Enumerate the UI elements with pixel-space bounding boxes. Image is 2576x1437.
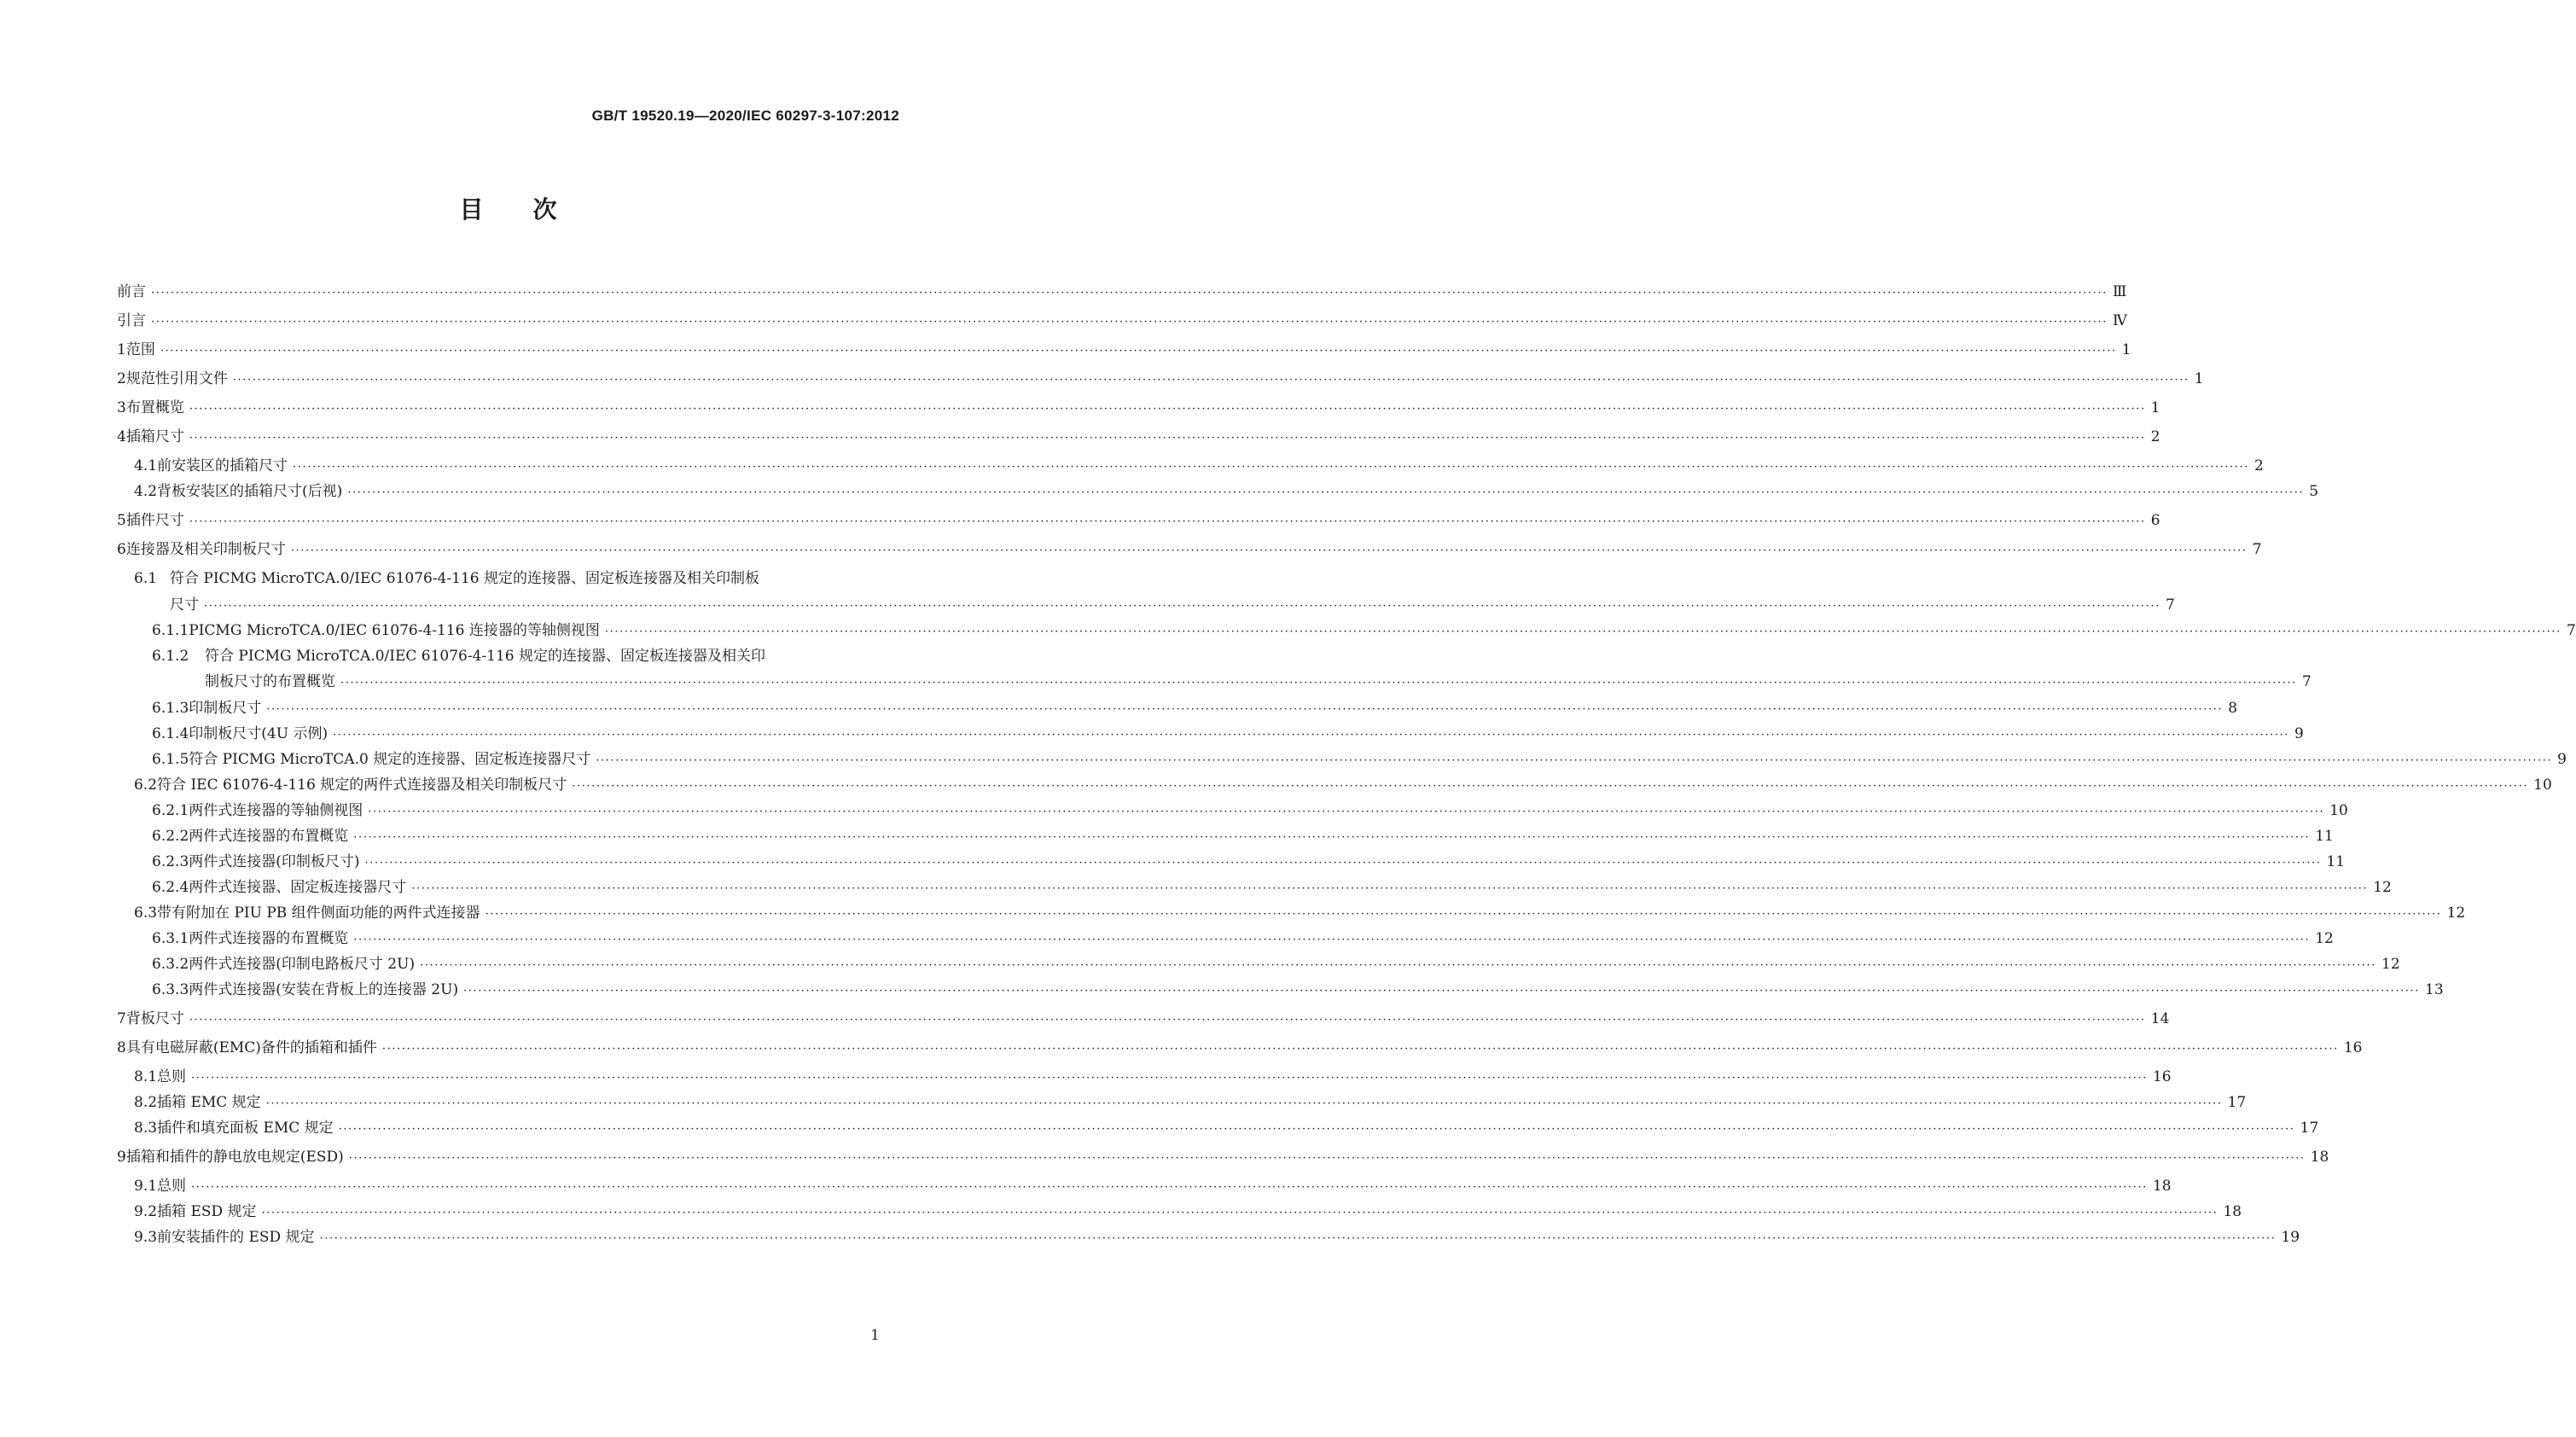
toc-leader-dots: ················································································································································································································································································································································································································	[368, 806, 2325, 818]
toc-entry-page: 2	[2150, 428, 2160, 445]
toc-entry-number: 6.3	[134, 905, 158, 922]
toc-entry-page: 7	[2566, 622, 2576, 639]
toc-entry[interactable]	[0, 1092, 2247, 1113]
toc-entry[interactable]	[0, 1201, 2242, 1222]
toc-entry-page: 12	[2373, 879, 2392, 896]
toc-entry-page: 18	[2223, 1203, 2242, 1220]
toc-entry-number: 8	[117, 1039, 126, 1056]
toc-entry-page: 17	[2227, 1094, 2247, 1111]
toc-entry-page: 5	[2309, 483, 2319, 500]
toc-entry-number: 9.2	[134, 1203, 158, 1220]
toc-leader-dots: ················································································································································································································································································································································································································	[189, 403, 2146, 416]
toc-entry-page: Ⅳ	[2112, 312, 2127, 329]
toc-leader-dots: ················································································································································································································································································································································································································	[333, 729, 2290, 742]
toc-entry-number: 6.2	[134, 777, 158, 794]
toc-leader-dots: ················································································································································································································································································································································································································	[411, 882, 2369, 895]
toc-entry[interactable]	[0, 775, 2552, 795]
toc-leader-dots: ················································································································································································································································································································································································································	[293, 461, 2249, 474]
toc-entry-number: 6.1.5	[152, 751, 189, 768]
toc-entry-number: 8.3	[134, 1120, 158, 1137]
toc-entry-page: 16	[2152, 1068, 2172, 1085]
toc-entry-number: 6.2.3	[152, 853, 189, 870]
toc-leader-dots: ················································································································································································································································································································································································································	[204, 600, 2160, 613]
toc-entry-title: 插箱 EMC 规定	[157, 1094, 261, 1111]
toc-entry-title: 引言	[117, 312, 146, 329]
toc-entry-number: 5	[117, 512, 126, 529]
toc-entry-title: 两件式连接器、固定板连接器尺寸	[189, 879, 407, 896]
toc-entry-number: 6.1.4	[152, 725, 189, 742]
toc-entry-title: 两件式连接器的等轴侧视图	[189, 802, 363, 819]
toc-entry-page: 8	[2228, 700, 2238, 717]
toc-entry-page: 19	[2281, 1229, 2300, 1246]
toc-entry[interactable]	[0, 954, 2400, 974]
toc-entry-page: 18	[2310, 1149, 2329, 1166]
toc-entry[interactable]	[0, 510, 2160, 531]
toc-entry-page: 12	[2446, 905, 2466, 922]
toc-entry-number: 6.3.3	[152, 981, 189, 998]
toc-entry-page: 12	[2381, 956, 2400, 973]
toc-entry[interactable]	[0, 928, 2334, 949]
toc-entry-page: 16	[2343, 1039, 2363, 1056]
toc-leader-dots: ················································································································································································································································································································································································································	[353, 831, 2311, 844]
toc-entry[interactable]	[0, 1038, 2363, 1058]
toc-entry-page: Ⅲ	[2112, 283, 2127, 300]
toc-entry[interactable]	[0, 427, 2160, 447]
toc-entry[interactable]	[0, 620, 2576, 641]
toc-leader-dots: ················································································································································································································································································································································································································	[189, 1014, 2146, 1027]
toc-leader-dots: ················································································································································································································································································································································································································	[266, 703, 2224, 716]
toc-entry-page: 18	[2152, 1178, 2172, 1195]
toc-leader-dots: ················································································································································································································································································································································································································	[572, 780, 2529, 793]
toc-entry-number: 6.3.2	[152, 956, 189, 973]
toc-entry-title: 总则	[157, 1068, 187, 1085]
toc-entry-number: 6.2.1	[152, 802, 189, 819]
toc-leader-dots: ················································································································································································································································································································································································································	[381, 1043, 2339, 1056]
toc-leader-dots: ················································································································································································································································································································································································································	[348, 1152, 2306, 1165]
toc-entry[interactable]	[0, 568, 1016, 589]
toc-entry-number: 4	[117, 428, 126, 445]
toc-leader-dots: ················································································································································································································································································································································································································	[151, 287, 2108, 300]
toc-entry-page: 12	[2315, 930, 2334, 947]
toc-leader-dots: ················································································································································································································································································································································································································	[338, 1123, 2295, 1136]
toc-leader-dots: ················································································································································································································································································································································································································	[160, 345, 2117, 358]
toc-entry-title: 符合 PICMG MicroTCA.0 规定的连接器、固定板连接器尺寸	[189, 751, 591, 768]
toc-entry-number: 6.2.4	[152, 879, 189, 896]
toc-entry-continuation[interactable]	[0, 672, 2311, 692]
toc-entry[interactable]	[0, 646, 1016, 666]
toc-leader-dots: ················································································································································································································································································································································································································	[340, 677, 2297, 689]
toc-entry[interactable]	[0, 539, 2262, 560]
toc-entry-number: 8.1	[134, 1068, 158, 1085]
toc-entry-continuation[interactable]	[0, 595, 2175, 615]
toc-entry-page: 11	[2315, 828, 2334, 845]
toc-leader-dots: ················································································································································································································································································································································································································	[232, 374, 2189, 387]
toc-entry[interactable]	[0, 369, 2204, 389]
toc-entry-number: 3	[117, 399, 126, 416]
toc-entry-title: 两件式连接器(印制电路板尺寸 2U)	[189, 956, 416, 973]
toc-entry-title: 背板安装区的插箱尺寸(后视)	[157, 483, 343, 500]
toc-entry-title: 具有电磁屏蔽(EMC)备件的插箱和插件	[125, 1039, 377, 1056]
toc-entry-number: 6.1	[134, 570, 158, 587]
toc-entry[interactable]	[0, 282, 2127, 302]
toc-entry[interactable]	[0, 826, 2334, 846]
toc-entry-page: 6	[2150, 512, 2160, 529]
toc-entry-page: 14	[2150, 1010, 2170, 1027]
toc-entry-page: 2	[2253, 457, 2264, 474]
toc-entry-number: 4.2	[134, 483, 158, 500]
toc-entry[interactable]	[0, 398, 2160, 418]
toc-entry-title: 前安装区的插箱尺寸	[157, 457, 288, 474]
toc-entry-page: 7	[2165, 596, 2175, 614]
toc-entry-title: 符合 IEC 61076-4-116 规定的两件式连接器及相关印制板尺寸	[157, 777, 567, 794]
toc-entry-page: 1	[2150, 399, 2160, 416]
toc-entry-page: 10	[2329, 802, 2348, 819]
toc-entry-page: 7	[2301, 673, 2311, 690]
toc-leader-dots: ················································································································································································································································································································································································································	[189, 432, 2146, 445]
toc-entry[interactable]	[0, 749, 2567, 770]
toc-entry-title: 背板尺寸	[125, 1010, 184, 1027]
toc-entry-number: 9	[117, 1149, 126, 1166]
toc-leader-dots: ················································································································································································································································································································································································································	[191, 1072, 2148, 1085]
toc-entry[interactable]	[0, 481, 2319, 502]
toc-entry[interactable]	[0, 903, 2466, 923]
toc-entry-title: 前安装插件的 ESD 规定	[157, 1229, 315, 1246]
toc-leader-dots: ················································································································································································································································································································································································································	[364, 857, 2322, 870]
title-part-1: 目	[459, 195, 484, 224]
toc-entry-number: 9.1	[134, 1178, 158, 1195]
toc-entry-number: 6.1.1	[152, 622, 189, 639]
toc-entry[interactable]	[0, 1147, 2329, 1167]
toc-entry[interactable]	[0, 800, 2348, 821]
toc-entry[interactable]	[0, 311, 2127, 331]
toc-entry-page: 11	[2326, 853, 2346, 870]
toc-entry-title: 两件式连接器的布置概览	[189, 930, 349, 947]
toc-entry[interactable]	[0, 877, 2392, 898]
toc-entry-title: 印制板尺寸(4U 示例)	[189, 725, 329, 742]
toc-leader-dots: ················································································································································································································································································································································································································	[353, 934, 2311, 946]
toc-entry[interactable]	[0, 1118, 2319, 1138]
toc-entry[interactable]	[0, 698, 2238, 718]
toc-entry[interactable]	[0, 852, 2346, 872]
toc-entry-title-cont: 制板尺寸的布置概览	[205, 673, 335, 690]
toc-leader-dots: ················································································································································································································································································································································································································	[596, 754, 2553, 767]
toc-entry-title: 两件式连接器的布置概览	[189, 828, 349, 845]
toc-leader-dots: ················································································································································································································································································································································································································	[261, 1207, 2218, 1219]
footer-page-number: 1	[870, 1327, 880, 1344]
toc-entry-number: 1	[117, 341, 126, 358]
toc-entry-number: 9.3	[134, 1229, 158, 1246]
toc-entry-title: 两件式连接器(安装在背板上的连接器 2U)	[189, 981, 459, 998]
toc-leader-dots: ················································································································································································································································································································································································································	[604, 625, 2561, 638]
toc-entry-title: 符合 PICMG MicroTCA.0/IEC 61076-4-116 规定的连接器、固定板连接器及相关印制板	[170, 570, 760, 587]
toc-leader-dots: ················································································································································································································································································································································································································	[151, 316, 2108, 329]
toc-entry[interactable]	[0, 1176, 2172, 1196]
toc-entry[interactable]	[0, 980, 2444, 1000]
toc-leader-dots: ················································································································································································································································································································································································································	[189, 515, 2146, 528]
toc-entry-page: 1	[2121, 341, 2131, 358]
toc-entry[interactable]	[0, 1227, 2300, 1248]
toc-entry-title: 印制板尺寸	[189, 700, 262, 717]
toc-entry-number: 6.1.3	[152, 700, 189, 717]
title-part-2: 次	[532, 195, 557, 224]
toc-entry-page: 9	[2557, 751, 2567, 768]
standard-code: GB/T 19520.19—2020/IEC 60297-3-107:2012	[591, 108, 899, 124]
toc-entry-page: 9	[2294, 725, 2304, 742]
toc-entry[interactable]	[0, 1067, 2172, 1087]
toc-entry-title: 前言	[117, 283, 146, 300]
toc-entry-number: 6	[117, 541, 126, 558]
toc-leader-dots: ················································································································································································································································································································································································································	[463, 985, 2421, 998]
toc-entry-number: 8.2	[134, 1094, 158, 1111]
toc-entry-number: 7	[117, 1010, 126, 1027]
toc-entry-number: 6.1.2	[152, 648, 189, 665]
toc-entry-title: 插件尺寸	[125, 512, 184, 529]
toc-entry-number: 4.1	[134, 457, 158, 474]
toc-entry-number: 2	[117, 370, 126, 387]
toc-entry-title: 总则	[157, 1178, 187, 1195]
toc-entry-title: 插箱尺寸	[125, 428, 184, 445]
toc-entry[interactable]	[0, 456, 2264, 476]
toc-entry[interactable]	[0, 1009, 2170, 1029]
toc-entry-title: 插箱 ESD 规定	[157, 1203, 257, 1220]
toc-entry-page: 17	[2300, 1120, 2319, 1137]
toc-entry[interactable]	[0, 724, 2304, 744]
toc-leader-dots: ················································································································································································································································································································································································································	[319, 1232, 2277, 1245]
toc-leader-dots: ················································································································································································································································································································································································································	[191, 1181, 2148, 1194]
toc-entry-title: 范围	[125, 341, 155, 358]
toc-entry-title: 两件式连接器(印制板尺寸)	[189, 853, 360, 870]
toc-leader-dots: ················································································································································································································································································································································································································	[265, 1097, 2223, 1110]
toc-entry-page: 10	[2533, 777, 2552, 794]
toc-leader-dots: ················································································································································································································································································································································································································	[290, 544, 2247, 557]
toc-leader-dots: ················································································································································································································································································································································································································	[347, 486, 2305, 499]
toc-entry-title-cont: 尺寸	[170, 596, 199, 614]
toc-entry-title: 规范性引用文件	[125, 370, 228, 387]
toc-leader-dots: ················································································································································································································································································································································································································	[485, 908, 2442, 921]
toc-entry-page: 1	[2194, 370, 2204, 387]
toc-entry-title: 插箱和插件的静电放电规定(ESD)	[125, 1149, 344, 1166]
toc-entry-title: 连接器及相关印制板尺寸	[125, 541, 286, 558]
toc-entry-title: 符合 PICMG MicroTCA.0/IEC 61076-4-116 规定的连接器、固定板连接器及相关印	[205, 648, 766, 665]
toc-entry[interactable]	[0, 340, 2131, 360]
toc-entry-page: 13	[2425, 981, 2444, 998]
toc-entry-number: 6.2.2	[152, 828, 189, 845]
toc-entry-number: 6.3.1	[152, 930, 189, 947]
toc-entry-title: 带有附加在 PIU PB 组件侧面功能的两件式连接器	[157, 905, 480, 922]
toc-entry-page: 7	[2252, 541, 2262, 558]
toc-entry-title: 布置概览	[125, 399, 184, 416]
toc-entry-title: PICMG MicroTCA.0/IEC 61076-4-116 连接器的等轴侧视图	[189, 622, 600, 639]
toc-entry-title: 插件和填充面板 EMC 规定	[157, 1120, 334, 1137]
toc-leader-dots: ················································································································································································································································································································································································································	[420, 959, 2377, 972]
